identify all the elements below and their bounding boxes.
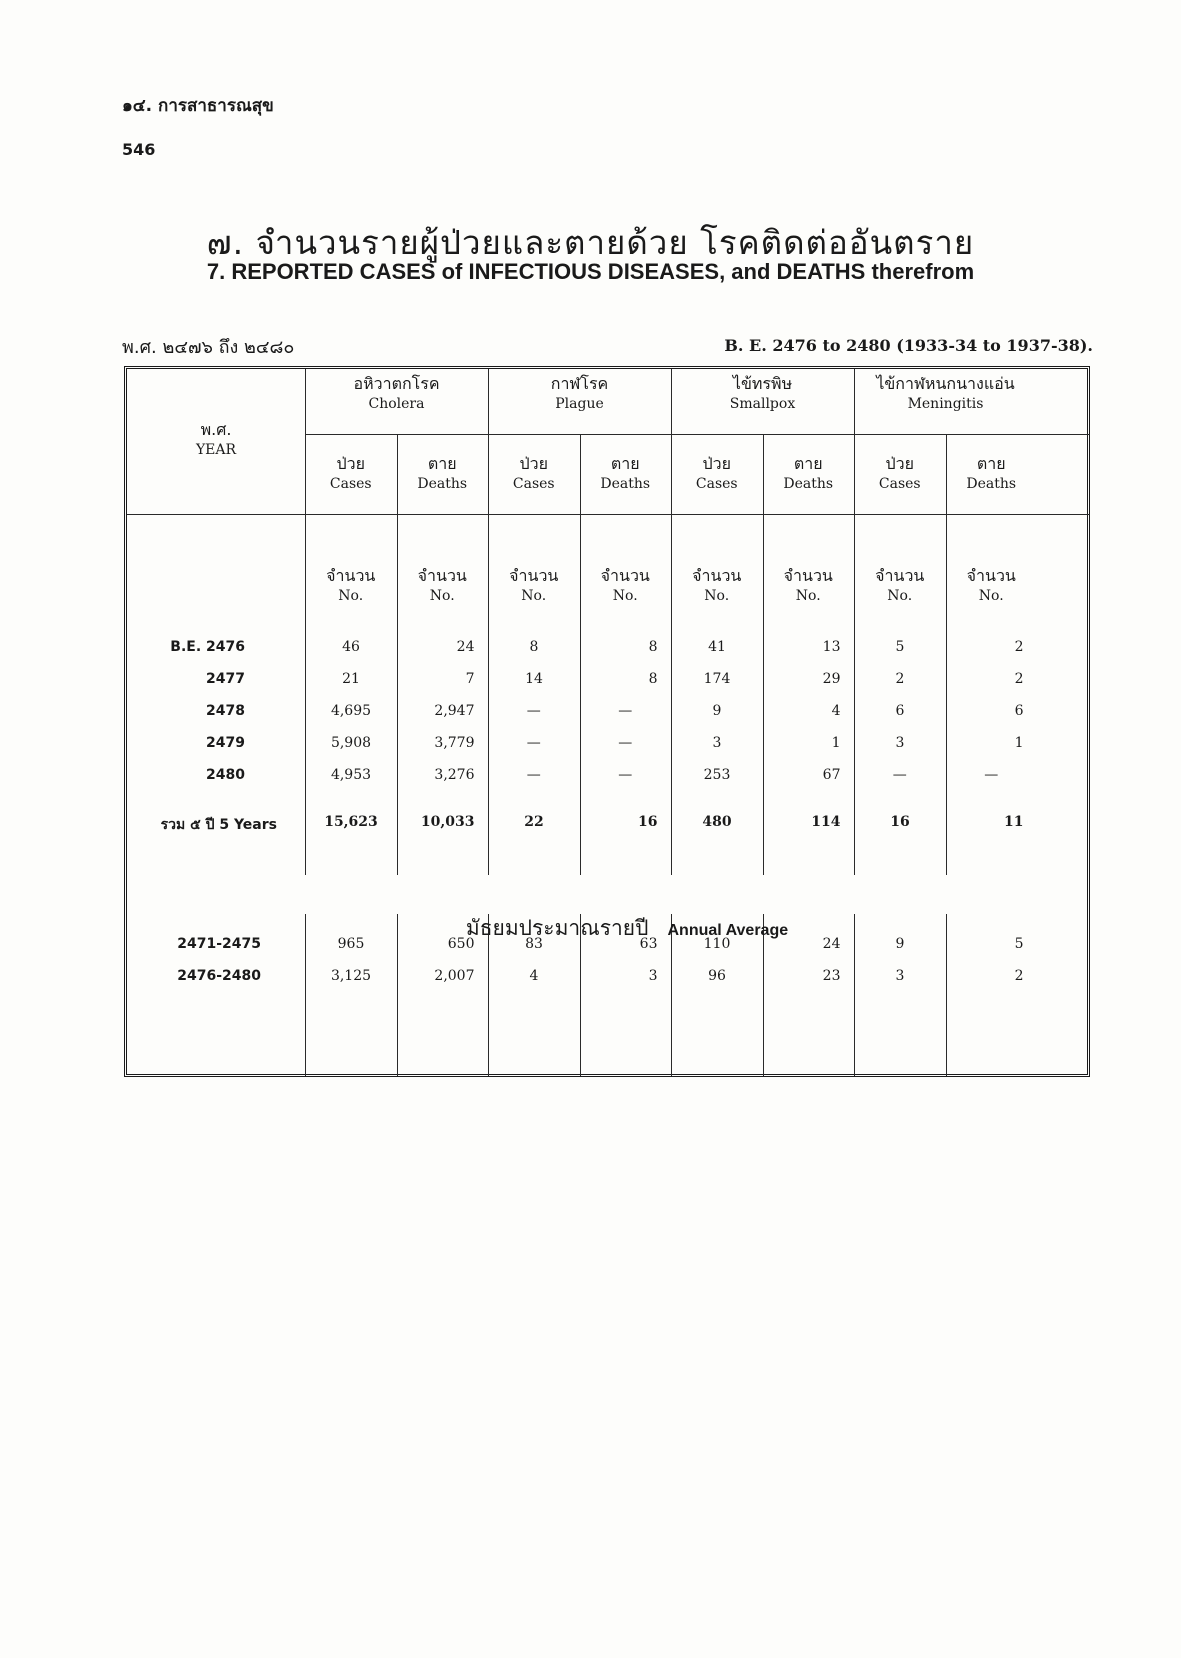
deaths-header <box>946 453 1038 493</box>
table-cell-value: 9 <box>895 936 905 952</box>
table-cell-value: 14 <box>525 671 543 687</box>
row-year-label: 2479 <box>206 735 245 751</box>
table-title-english: 7. REPORTED CASES of INFECTIOUS DISEASES, and DEATHS therefrom <box>206 259 975 284</box>
sub-header-thai: ตาย <box>610 454 640 473</box>
unit-english: No. <box>521 587 547 604</box>
sub-header-thai: ตาย <box>427 454 457 473</box>
table-cell-value: — <box>892 767 907 783</box>
table-cell-value: 63 <box>639 936 658 952</box>
sub-header-thai: ป่วย <box>702 454 731 473</box>
table-cell-value: 8 <box>648 671 658 687</box>
disease-name-thai: อหิวาตกโรค <box>353 374 440 393</box>
unit-header <box>580 565 672 605</box>
table-cell-value: 1 <box>1014 735 1024 751</box>
table-cell-value: 2,007 <box>434 968 475 984</box>
table-cell-value: 23 <box>822 968 841 984</box>
unit-thai: จำนวน <box>692 566 742 585</box>
table-cell-value: 8 <box>648 639 658 655</box>
table-cell-value: 11 <box>1004 814 1024 830</box>
table-cell-value: 46 <box>342 639 360 655</box>
sub-header-english: Cases <box>512 475 555 492</box>
table-cell-value: 21 <box>342 671 360 687</box>
rule-avg-col <box>397 914 398 1076</box>
unit-thai: จำนวน <box>966 566 1016 585</box>
rule-disease-header <box>305 434 1090 435</box>
table-cell-value: 4 <box>831 703 841 719</box>
sub-header-english: Cases <box>695 475 738 492</box>
table-cell-value: 965 <box>337 936 365 952</box>
table-cell-value: 24 <box>456 639 475 655</box>
rule-avg-col <box>946 914 947 1076</box>
sub-header-thai: ป่วย <box>336 454 365 473</box>
table-cell-value: 15,623 <box>324 814 378 830</box>
disease-header <box>671 373 854 413</box>
row-year-label: 2471-2475 <box>177 936 261 952</box>
rule-year-col-avg <box>305 914 306 1076</box>
unit-header <box>397 565 489 605</box>
statistics-table <box>124 366 1090 1077</box>
table-cell-value: 8 <box>529 639 539 655</box>
unit-thai: จำนวน <box>326 566 376 585</box>
rule-body-col <box>488 515 489 875</box>
rule-avg-col <box>854 914 855 1076</box>
table-cell-value: 1 <box>831 735 841 751</box>
unit-thai: จำนวน <box>875 566 925 585</box>
rule-sub-col <box>763 434 764 514</box>
table-cell-value: 67 <box>822 767 841 783</box>
table-cell-value: 2,947 <box>434 703 475 719</box>
table-cell-value: 6 <box>1014 703 1024 719</box>
table-cell-value: 96 <box>708 968 726 984</box>
cases-header <box>305 453 397 493</box>
table-cell-value: 5,908 <box>330 735 372 751</box>
unit-english: No. <box>612 587 638 604</box>
table-cell-value: — <box>984 767 999 783</box>
deaths-header <box>763 453 855 493</box>
table-cell-value: 3,779 <box>434 735 475 751</box>
unit-thai: จำนวน <box>417 566 467 585</box>
table-cell-value: 6 <box>895 703 905 719</box>
sub-header-english: Deaths <box>783 475 834 492</box>
row-year-label: รวม ๕ ปี 5 Years <box>160 817 277 833</box>
row-year-label: 2480 <box>206 767 245 783</box>
deaths-header <box>580 453 672 493</box>
deaths-header <box>397 453 489 493</box>
unit-header <box>671 565 763 605</box>
year-header-thai: พ.ศ. <box>200 420 232 439</box>
rule-disease-col <box>671 369 672 514</box>
section-heading: ๑๔. การสาธารณสุข <box>122 96 274 116</box>
table-cell-value: 3,276 <box>434 767 475 783</box>
unit-thai: จำนวน <box>509 566 559 585</box>
period-thai: พ.ศ. ๒๔๗๖ ถึง ๒๔๘๐ <box>122 337 295 358</box>
annual-average-english: Annual Average <box>667 922 789 939</box>
table-cell-value: 4 <box>529 968 539 984</box>
table-cell-value: — <box>526 735 541 751</box>
rule-sub-col <box>397 434 398 514</box>
period-english: B. E. 2476 to 2480 (1933-34 to 1937-38). <box>724 336 1093 355</box>
year-header <box>127 419 305 459</box>
disease-header <box>488 373 671 413</box>
table-cell-value: 110 <box>703 936 731 952</box>
rule-body-col <box>946 515 947 875</box>
table-cell-value: — <box>526 767 541 783</box>
table-cell-value: 5 <box>1014 936 1024 952</box>
table-cell-value: 5 <box>895 639 905 655</box>
table-cell-value: 2 <box>1014 671 1024 687</box>
sub-header-english: Cases <box>329 475 372 492</box>
unit-thai: จำนวน <box>783 566 833 585</box>
disease-name-english: Plague <box>555 395 604 412</box>
sub-header-thai: ตาย <box>976 454 1006 473</box>
unit-header <box>854 565 946 605</box>
table-cell-value: 24 <box>822 936 841 952</box>
rule-body-col <box>580 515 581 875</box>
table-cell-value: 650 <box>447 936 475 952</box>
rule-body-col <box>854 515 855 875</box>
disease-name-english: Meningitis <box>907 395 984 412</box>
table-cell-value: 16 <box>638 814 658 830</box>
disease-header <box>305 373 488 413</box>
table-cell-value: 16 <box>890 814 910 830</box>
sub-header-thai: ป่วย <box>519 454 548 473</box>
unit-header <box>305 565 397 605</box>
cases-header <box>488 453 580 493</box>
unit-header <box>946 565 1038 605</box>
cases-header <box>671 453 763 493</box>
table-cell-value: 2 <box>895 671 905 687</box>
sub-header-english: Cases <box>878 475 921 492</box>
table-cell-value: 41 <box>708 639 726 655</box>
table-cell-value: 7 <box>465 671 475 687</box>
table-cell-value: 3 <box>648 968 658 984</box>
table-cell-value: 4,695 <box>330 703 372 719</box>
year-header-english: YEAR <box>195 441 237 458</box>
table-cell-value: 29 <box>822 671 841 687</box>
table-cell-value: 174 <box>703 671 731 687</box>
rule-body-col <box>763 515 764 875</box>
unit-header <box>763 565 855 605</box>
annual-average-thai: มัธยมประมาณรายปี <box>465 916 649 940</box>
unit-english: No. <box>795 587 821 604</box>
rule-sub-col <box>580 434 581 514</box>
page-number: 546 <box>122 140 156 159</box>
sub-header-english: Deaths <box>600 475 651 492</box>
table-cell-value: 253 <box>703 767 731 783</box>
table-cell-value: — <box>618 703 633 719</box>
table-cell-value: 3,125 <box>330 968 372 984</box>
table-cell-value: 2 <box>1014 968 1024 984</box>
table-cell-value: 9 <box>712 703 722 719</box>
row-year-label: B.E. 2476 <box>170 639 245 655</box>
row-year-label: 2478 <box>206 703 245 719</box>
unit-english: No. <box>704 587 730 604</box>
table-cell-value: — <box>526 703 541 719</box>
cases-header <box>854 453 946 493</box>
table-cell-value: 480 <box>702 814 732 830</box>
sub-header-english: Deaths <box>966 475 1017 492</box>
table-cell-value: — <box>618 735 633 751</box>
rule-body-col <box>671 515 672 875</box>
disease-name-thai: ไข้ทรพิษ <box>732 374 793 393</box>
unit-header <box>488 565 580 605</box>
disease-name-thai: กาฬโรค <box>550 374 609 393</box>
unit-english: No. <box>978 587 1004 604</box>
unit-english: No. <box>338 587 364 604</box>
unit-thai: จำนวน <box>600 566 650 585</box>
table-cell-value: — <box>618 767 633 783</box>
table-cell-value: 3 <box>895 968 905 984</box>
table-title-thai: ๗. จำนวนรายผู้ป่วยและตายด้วย โรคติดต่ออันตราย <box>206 223 975 262</box>
table-cell-value: 10,033 <box>420 814 475 830</box>
table-cell-value: 83 <box>525 936 543 952</box>
rule-sub-col <box>946 434 947 514</box>
rule-disease-col <box>488 369 489 514</box>
disease-header <box>854 373 1037 413</box>
row-year-label: 2477 <box>206 671 245 687</box>
unit-english: No. <box>887 587 913 604</box>
table-cell-value: 3 <box>895 735 905 751</box>
sub-header-english: Deaths <box>417 475 468 492</box>
disease-name-english: Cholera <box>368 395 425 412</box>
table-cell-value: 22 <box>524 814 544 830</box>
rule-body-col <box>397 515 398 875</box>
sub-header-thai: ตาย <box>793 454 823 473</box>
unit-english: No. <box>429 587 455 604</box>
table-cell-value: 13 <box>822 639 841 655</box>
table-cell-value: 114 <box>811 814 841 830</box>
disease-name-thai: ไข้กาฬหนกนางแอ่น <box>876 374 1015 393</box>
rule-disease-col <box>854 369 855 514</box>
table-cell-value: 4,953 <box>330 767 372 783</box>
sub-header-thai: ป่วย <box>885 454 914 473</box>
disease-name-english: Smallpox <box>729 395 796 412</box>
table-cell-value: 3 <box>712 735 722 751</box>
table-cell-value: 2 <box>1014 639 1024 655</box>
row-year-label: 2476-2480 <box>177 968 261 984</box>
